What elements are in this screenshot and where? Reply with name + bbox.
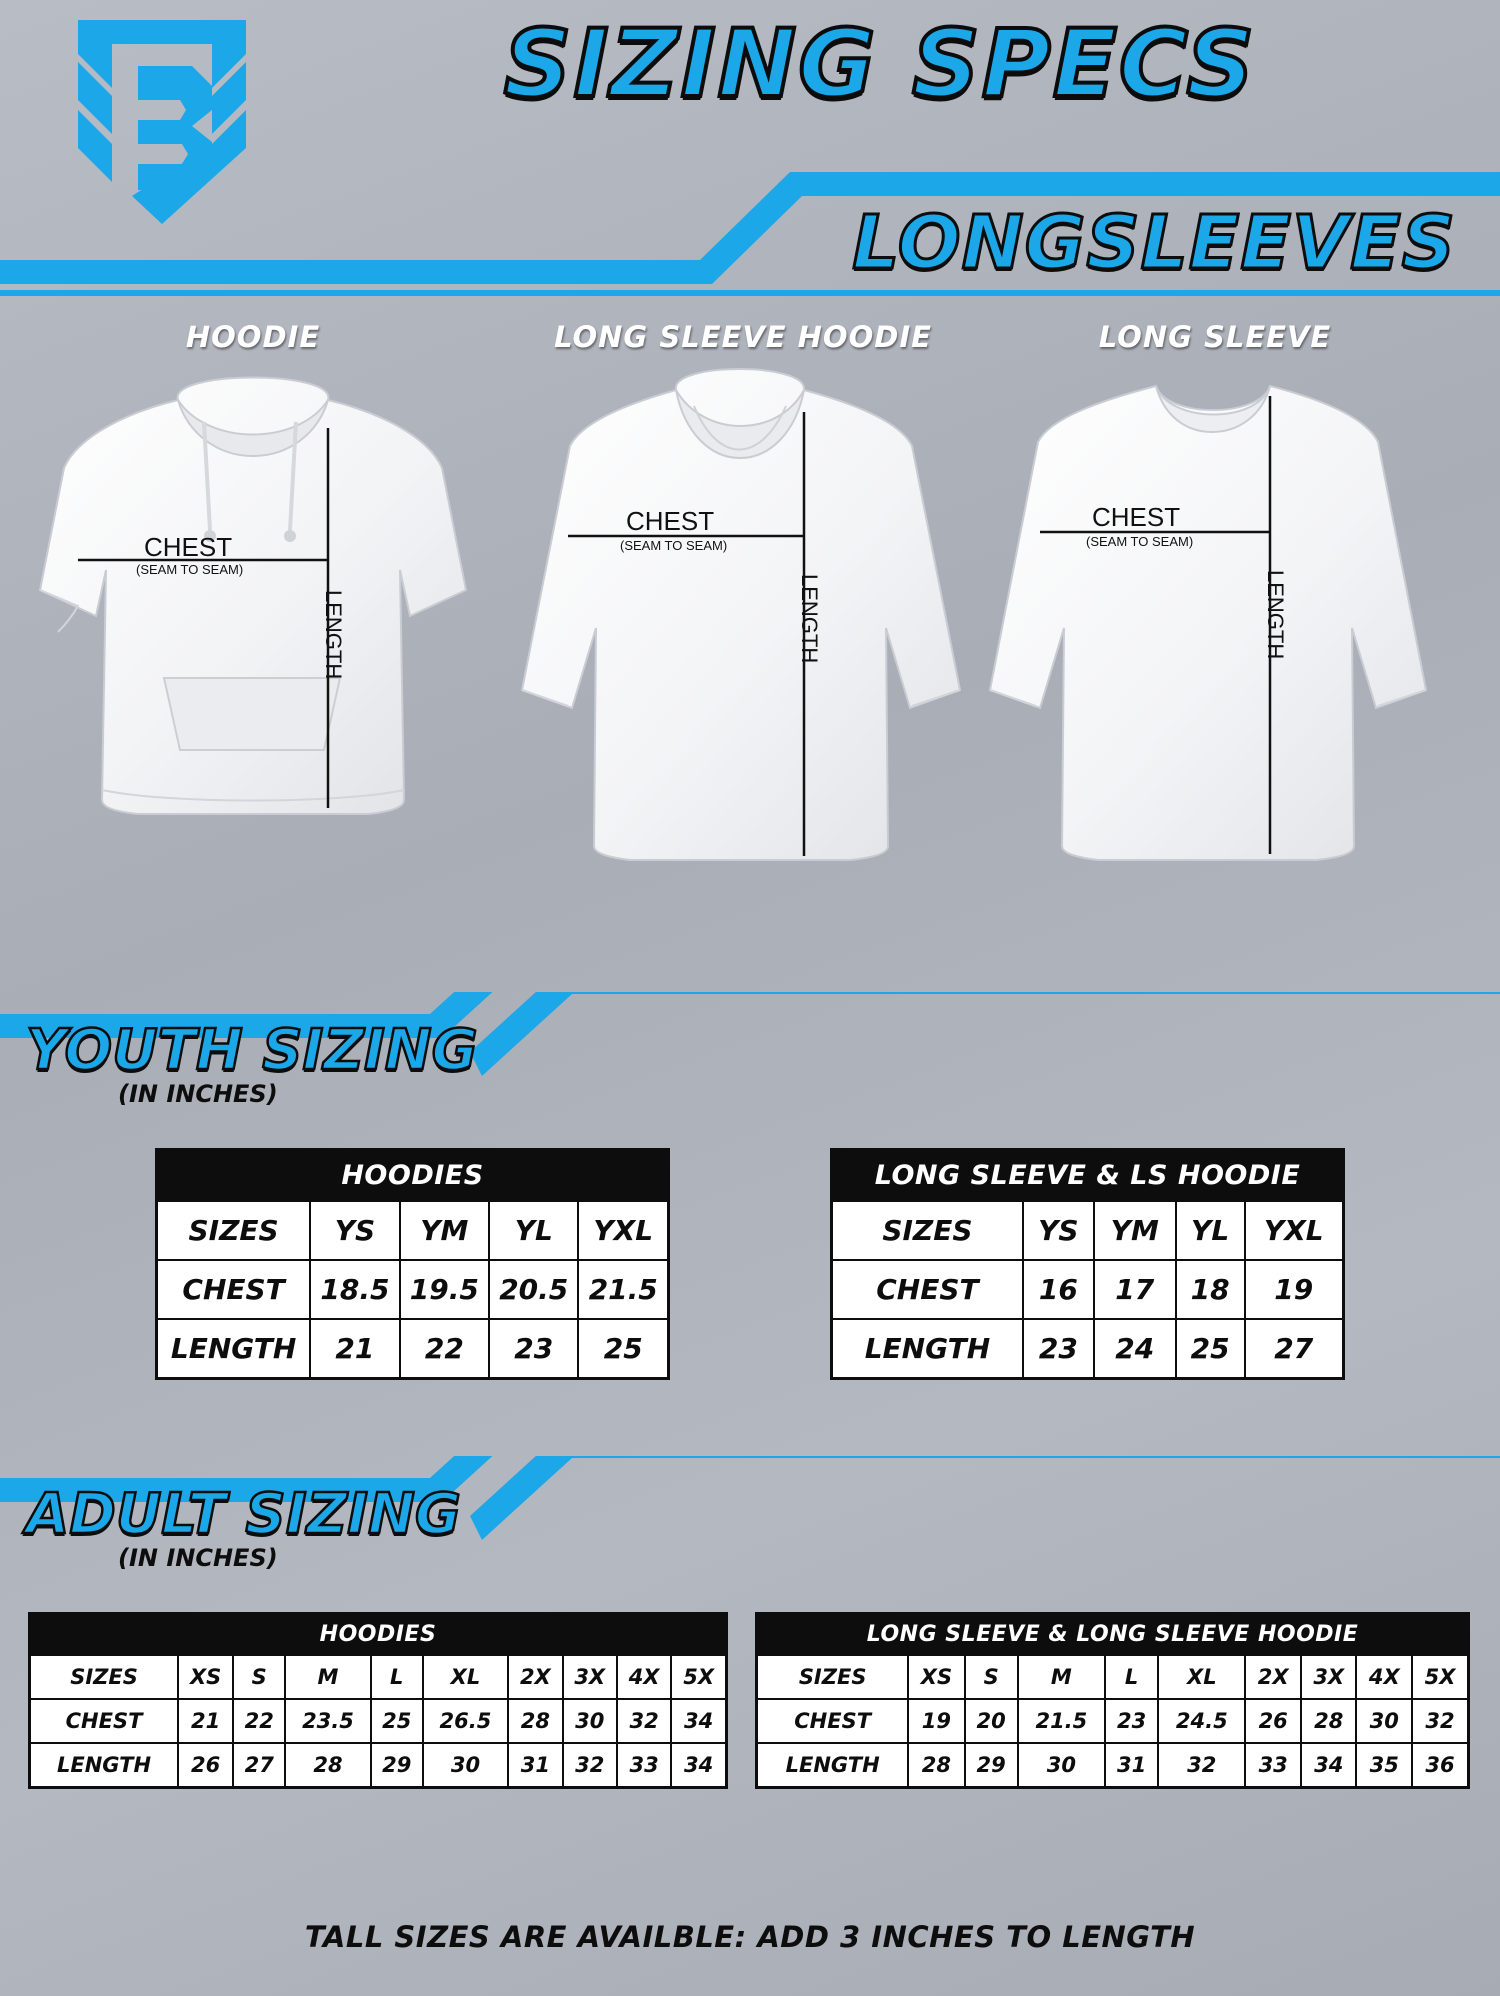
table-cell: 29 <box>371 1743 423 1788</box>
table-cell: 27 <box>233 1743 285 1788</box>
table-cell: 35 <box>1356 1743 1412 1788</box>
column-header: XS <box>908 1655 964 1699</box>
table-row <box>157 1260 669 1319</box>
table-cell: 30 <box>423 1743 508 1788</box>
column-header: 2X <box>1245 1655 1301 1699</box>
youth-longsleeve-table <box>830 1148 1345 1380</box>
column-header: 5X <box>671 1655 726 1699</box>
page-title: SIZING SPECS <box>503 10 1257 119</box>
column-header: XL <box>1158 1655 1245 1699</box>
table-cell: 23 <box>489 1319 578 1379</box>
table-cell: 32 <box>1412 1699 1468 1743</box>
youth-section-title: YOUTH SIZING <box>26 1018 478 1083</box>
row-label: LENGTH <box>30 1743 179 1788</box>
youth-longsleeve-table-wrap <box>830 1148 1345 1380</box>
table-cell: 23 <box>1023 1319 1094 1379</box>
column-header: L <box>1105 1655 1158 1699</box>
table-title: HOODIES <box>157 1150 669 1202</box>
garment-label: HOODIE <box>185 320 321 354</box>
table-cell: 24.5 <box>1158 1699 1245 1743</box>
table-cell: 28 <box>508 1699 562 1743</box>
row-label: CHEST <box>757 1699 909 1743</box>
table-cell: 23.5 <box>285 1699 370 1743</box>
garment-hoodie <box>18 320 488 960</box>
table-cell: 33 <box>617 1743 671 1788</box>
table-title: HOODIES <box>30 1614 727 1656</box>
chest-label: CHEST <box>626 506 715 536</box>
row-label: CHEST <box>30 1699 179 1743</box>
garment-long-sleeve-hoodie <box>508 320 978 960</box>
table-cell: 30 <box>1356 1699 1412 1743</box>
column-header: YL <box>1176 1201 1245 1260</box>
table-cell: 28 <box>908 1743 964 1788</box>
adult-hoodies-table-wrap <box>28 1612 728 1789</box>
column-header: SIZES <box>157 1201 311 1260</box>
table-cell: 26.5 <box>423 1699 508 1743</box>
column-header: YXL <box>1245 1201 1344 1260</box>
column-header: 3X <box>1301 1655 1357 1699</box>
row-label: LENGTH <box>832 1319 1023 1379</box>
garment-illustrations <box>0 320 1500 960</box>
table-cell: 34 <box>671 1699 726 1743</box>
table-cell: 23 <box>1105 1699 1158 1743</box>
long-sleeve-illustration-icon <box>980 360 1450 950</box>
table-cell: 29 <box>965 1743 1018 1788</box>
adult-longsleeve-table <box>755 1612 1470 1789</box>
table-row <box>832 1319 1344 1379</box>
table-cell: 30 <box>1018 1743 1105 1788</box>
table-cell: 21 <box>310 1319 399 1379</box>
table-row <box>157 1319 669 1379</box>
table-cell: 18.5 <box>310 1260 399 1319</box>
table-title: LONG SLEEVE & LONG SLEEVE HOODIE <box>757 1614 1469 1656</box>
table-row <box>832 1260 1344 1319</box>
table-row <box>757 1743 1469 1788</box>
adult-section-subtitle: (IN INCHES) <box>118 1544 278 1572</box>
youth-hoodies-table <box>155 1148 670 1380</box>
table-cell: 34 <box>671 1743 726 1788</box>
seam-to-seam-label: (SEAM TO SEAM) <box>1086 534 1194 549</box>
column-header: YXL <box>578 1201 668 1260</box>
table-cell: 26 <box>1245 1699 1301 1743</box>
column-header: YM <box>400 1201 489 1260</box>
table-cell: 36 <box>1412 1743 1468 1788</box>
table-cell: 16 <box>1023 1260 1094 1319</box>
banner-title: LONGSLEEVES <box>852 200 1456 286</box>
table-cell: 28 <box>1301 1699 1357 1743</box>
table-title: LONG SLEEVE & LS HOODIE <box>832 1150 1344 1202</box>
column-header: XS <box>178 1655 233 1699</box>
length-label: LENGTH <box>797 574 822 664</box>
table-cell: 33 <box>1245 1743 1301 1788</box>
column-header: XL <box>423 1655 508 1699</box>
table-cell: 22 <box>233 1699 285 1743</box>
garment-long-sleeve <box>980 320 1450 960</box>
seam-to-seam-label: (SEAM TO SEAM) <box>136 562 244 577</box>
chest-label: CHEST <box>1092 502 1181 532</box>
table-row <box>30 1743 727 1788</box>
table-cell: 19 <box>1245 1260 1344 1319</box>
footnote: TALL SIZES ARE AVAILBLE: ADD 3 INCHES TO LENGTH <box>304 1920 1196 1954</box>
table-cell: 25 <box>578 1319 668 1379</box>
row-label: CHEST <box>157 1260 311 1319</box>
column-header: M <box>1018 1655 1105 1699</box>
table-cell: 31 <box>508 1743 562 1788</box>
column-header: YS <box>310 1201 399 1260</box>
table-cell: 32 <box>617 1699 671 1743</box>
column-header: SIZES <box>30 1655 179 1699</box>
table-cell: 24 <box>1094 1319 1176 1379</box>
table-cell: 20 <box>965 1699 1018 1743</box>
column-header: M <box>285 1655 370 1699</box>
table-row <box>757 1699 1469 1743</box>
table-cell: 31 <box>1105 1743 1158 1788</box>
column-header: S <box>965 1655 1018 1699</box>
hoodie-illustration-icon <box>18 360 488 950</box>
table-row <box>30 1699 727 1743</box>
table-cell: 25 <box>1176 1319 1245 1379</box>
table-cell: 32 <box>563 1743 617 1788</box>
column-header: 2X <box>508 1655 562 1699</box>
column-header: 5X <box>1412 1655 1468 1699</box>
youth-section-subtitle: (IN INCHES) <box>118 1080 278 1108</box>
column-header: YS <box>1023 1201 1094 1260</box>
row-label: LENGTH <box>157 1319 311 1379</box>
row-label: CHEST <box>832 1260 1023 1319</box>
column-header: SIZES <box>832 1201 1023 1260</box>
table-cell: 25 <box>371 1699 423 1743</box>
garment-label: LONG SLEEVE <box>1098 320 1332 354</box>
column-header: 4X <box>617 1655 671 1699</box>
table-cell: 18 <box>1176 1260 1245 1319</box>
table-cell: 32 <box>1158 1743 1245 1788</box>
long-sleeve-hoodie-illustration-icon <box>508 360 978 950</box>
column-header: 4X <box>1356 1655 1412 1699</box>
table-cell: 27 <box>1245 1319 1344 1379</box>
banner-underline <box>0 290 1500 296</box>
garment-label: LONG SLEEVE HOODIE <box>554 320 932 354</box>
table-cell: 19.5 <box>400 1260 489 1319</box>
adult-hoodies-table <box>28 1612 728 1789</box>
table-cell: 17 <box>1094 1260 1176 1319</box>
table-cell: 21 <box>178 1699 233 1743</box>
seam-to-seam-label: (SEAM TO SEAM) <box>620 538 728 553</box>
adult-section-title: ADULT SIZING <box>26 1482 461 1547</box>
length-label: LENGTH <box>1263 570 1288 660</box>
column-header: S <box>233 1655 285 1699</box>
table-cell: 26 <box>178 1743 233 1788</box>
column-header: YM <box>1094 1201 1176 1260</box>
table-cell: 22 <box>400 1319 489 1379</box>
table-cell: 20.5 <box>489 1260 578 1319</box>
youth-hoodies-table-wrap <box>155 1148 670 1380</box>
table-cell: 19 <box>908 1699 964 1743</box>
table-cell: 21.5 <box>578 1260 668 1319</box>
table-cell: 30 <box>563 1699 617 1743</box>
column-header: L <box>371 1655 423 1699</box>
column-header: SIZES <box>757 1655 909 1699</box>
length-label: LENGTH <box>321 590 346 680</box>
row-label: LENGTH <box>757 1743 909 1788</box>
table-cell: 21.5 <box>1018 1699 1105 1743</box>
adult-longsleeve-table-wrap <box>755 1612 1470 1789</box>
table-cell: 28 <box>285 1743 370 1788</box>
column-header: YL <box>489 1201 578 1260</box>
column-header: 3X <box>563 1655 617 1699</box>
table-cell: 34 <box>1301 1743 1357 1788</box>
chest-label: CHEST <box>144 532 233 562</box>
